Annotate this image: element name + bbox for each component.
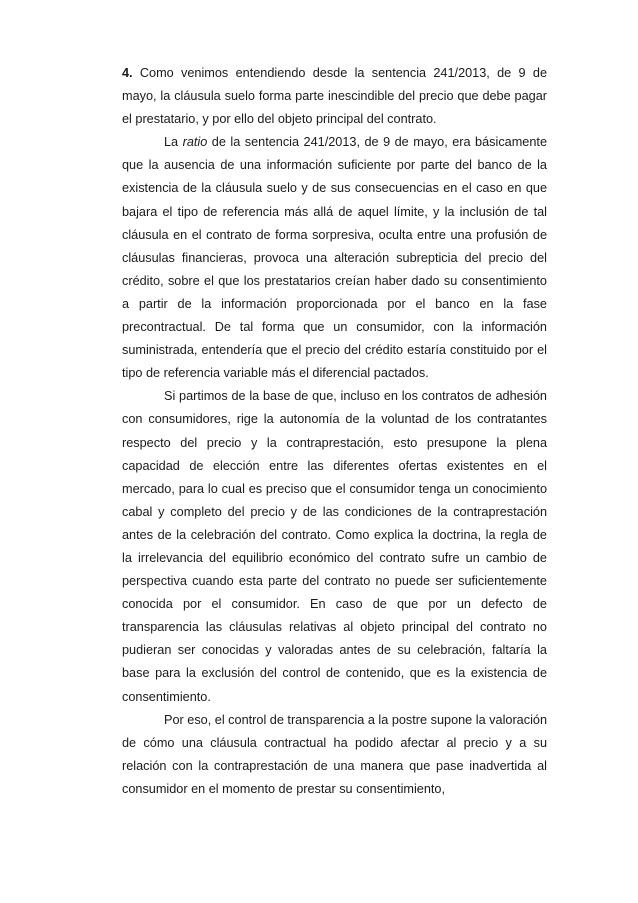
paragraph-text: de la sentencia 241/2013, de 9 de mayo, era básicamente que la ausencia de una información suficiente por parte del banco de la existencia de la cláusula suelo y de sus consecuencias en el caso en que bajara el tipo de referencia más allá de aquel límite, y la inclusión de tal cláusula en el contrato de forma sorpresiva, oculta entre una profusión de cláusulas financieras, provoca una alteración subrepticia del precio del crédito, sobre el que los prestatarios creían haber dado su consentimiento a partir de la información proporcionada por el banco en la fase precontractual. De tal forma que un consumidor, con la información suministrada, entendería que el precio del crédito estaría constituido por el tipo de referencia variable más el diferencial pactados. [122, 135, 547, 381]
paragraph-lead: La [164, 135, 183, 150]
italic-term: ratio [182, 135, 208, 150]
paragraph-text: Si partimos de la base de que, incluso en los contratos de adhesión con consumidores, rige la autonomía de la voluntad de los contratantes respecto del precio y la contraprestación, esto presupone la plena capacidad de elección entre las diferentes ofertas existentes en el mercado, para lo cual es preciso que el consumidor tenga un conocimiento cabal y completo del precio y de las condiciones de la contraprestación antes de la celebración del contrato. Como explica la doctrina, la regla de la irrelevancia del equilibrio económico del contrato sufre un cambio de perspectiva cuando esta parte del contrato no puede ser suficientemente conocida por el consumidor. En caso de que por un defecto de transparencia las cláusulas relativas al objeto principal del contrato no pudieran ser conocidas y valoradas antes de su celebración, faltaría la base para la exclusión del control de contenido, que es la existencia de consentimiento. [122, 389, 547, 704]
paragraph-ratio [122, 131, 547, 385]
paragraph-autonomia [122, 385, 547, 708]
paragraph-4 [122, 62, 547, 131]
document-page [122, 62, 547, 801]
paragraph-number: 4. [122, 66, 133, 80]
paragraph-text: Por eso, el control de transparencia a la postre supone la valoración de cómo una cláusula contractual ha podido afectar al precio y a su relación con la contraprestación de una manera que pase inadvertida al consumidor en el momento de prestar su consentimiento, [122, 712, 547, 796]
paragraph-text: Como venimos entendiendo desde la sentencia 241/2013, de 9 de mayo, la cláusula suelo forma parte inescindible del precio que debe pagar el prestatario, y por ello del objeto principal del contrato. [122, 66, 547, 127]
paragraph-control-transparencia [122, 709, 547, 801]
